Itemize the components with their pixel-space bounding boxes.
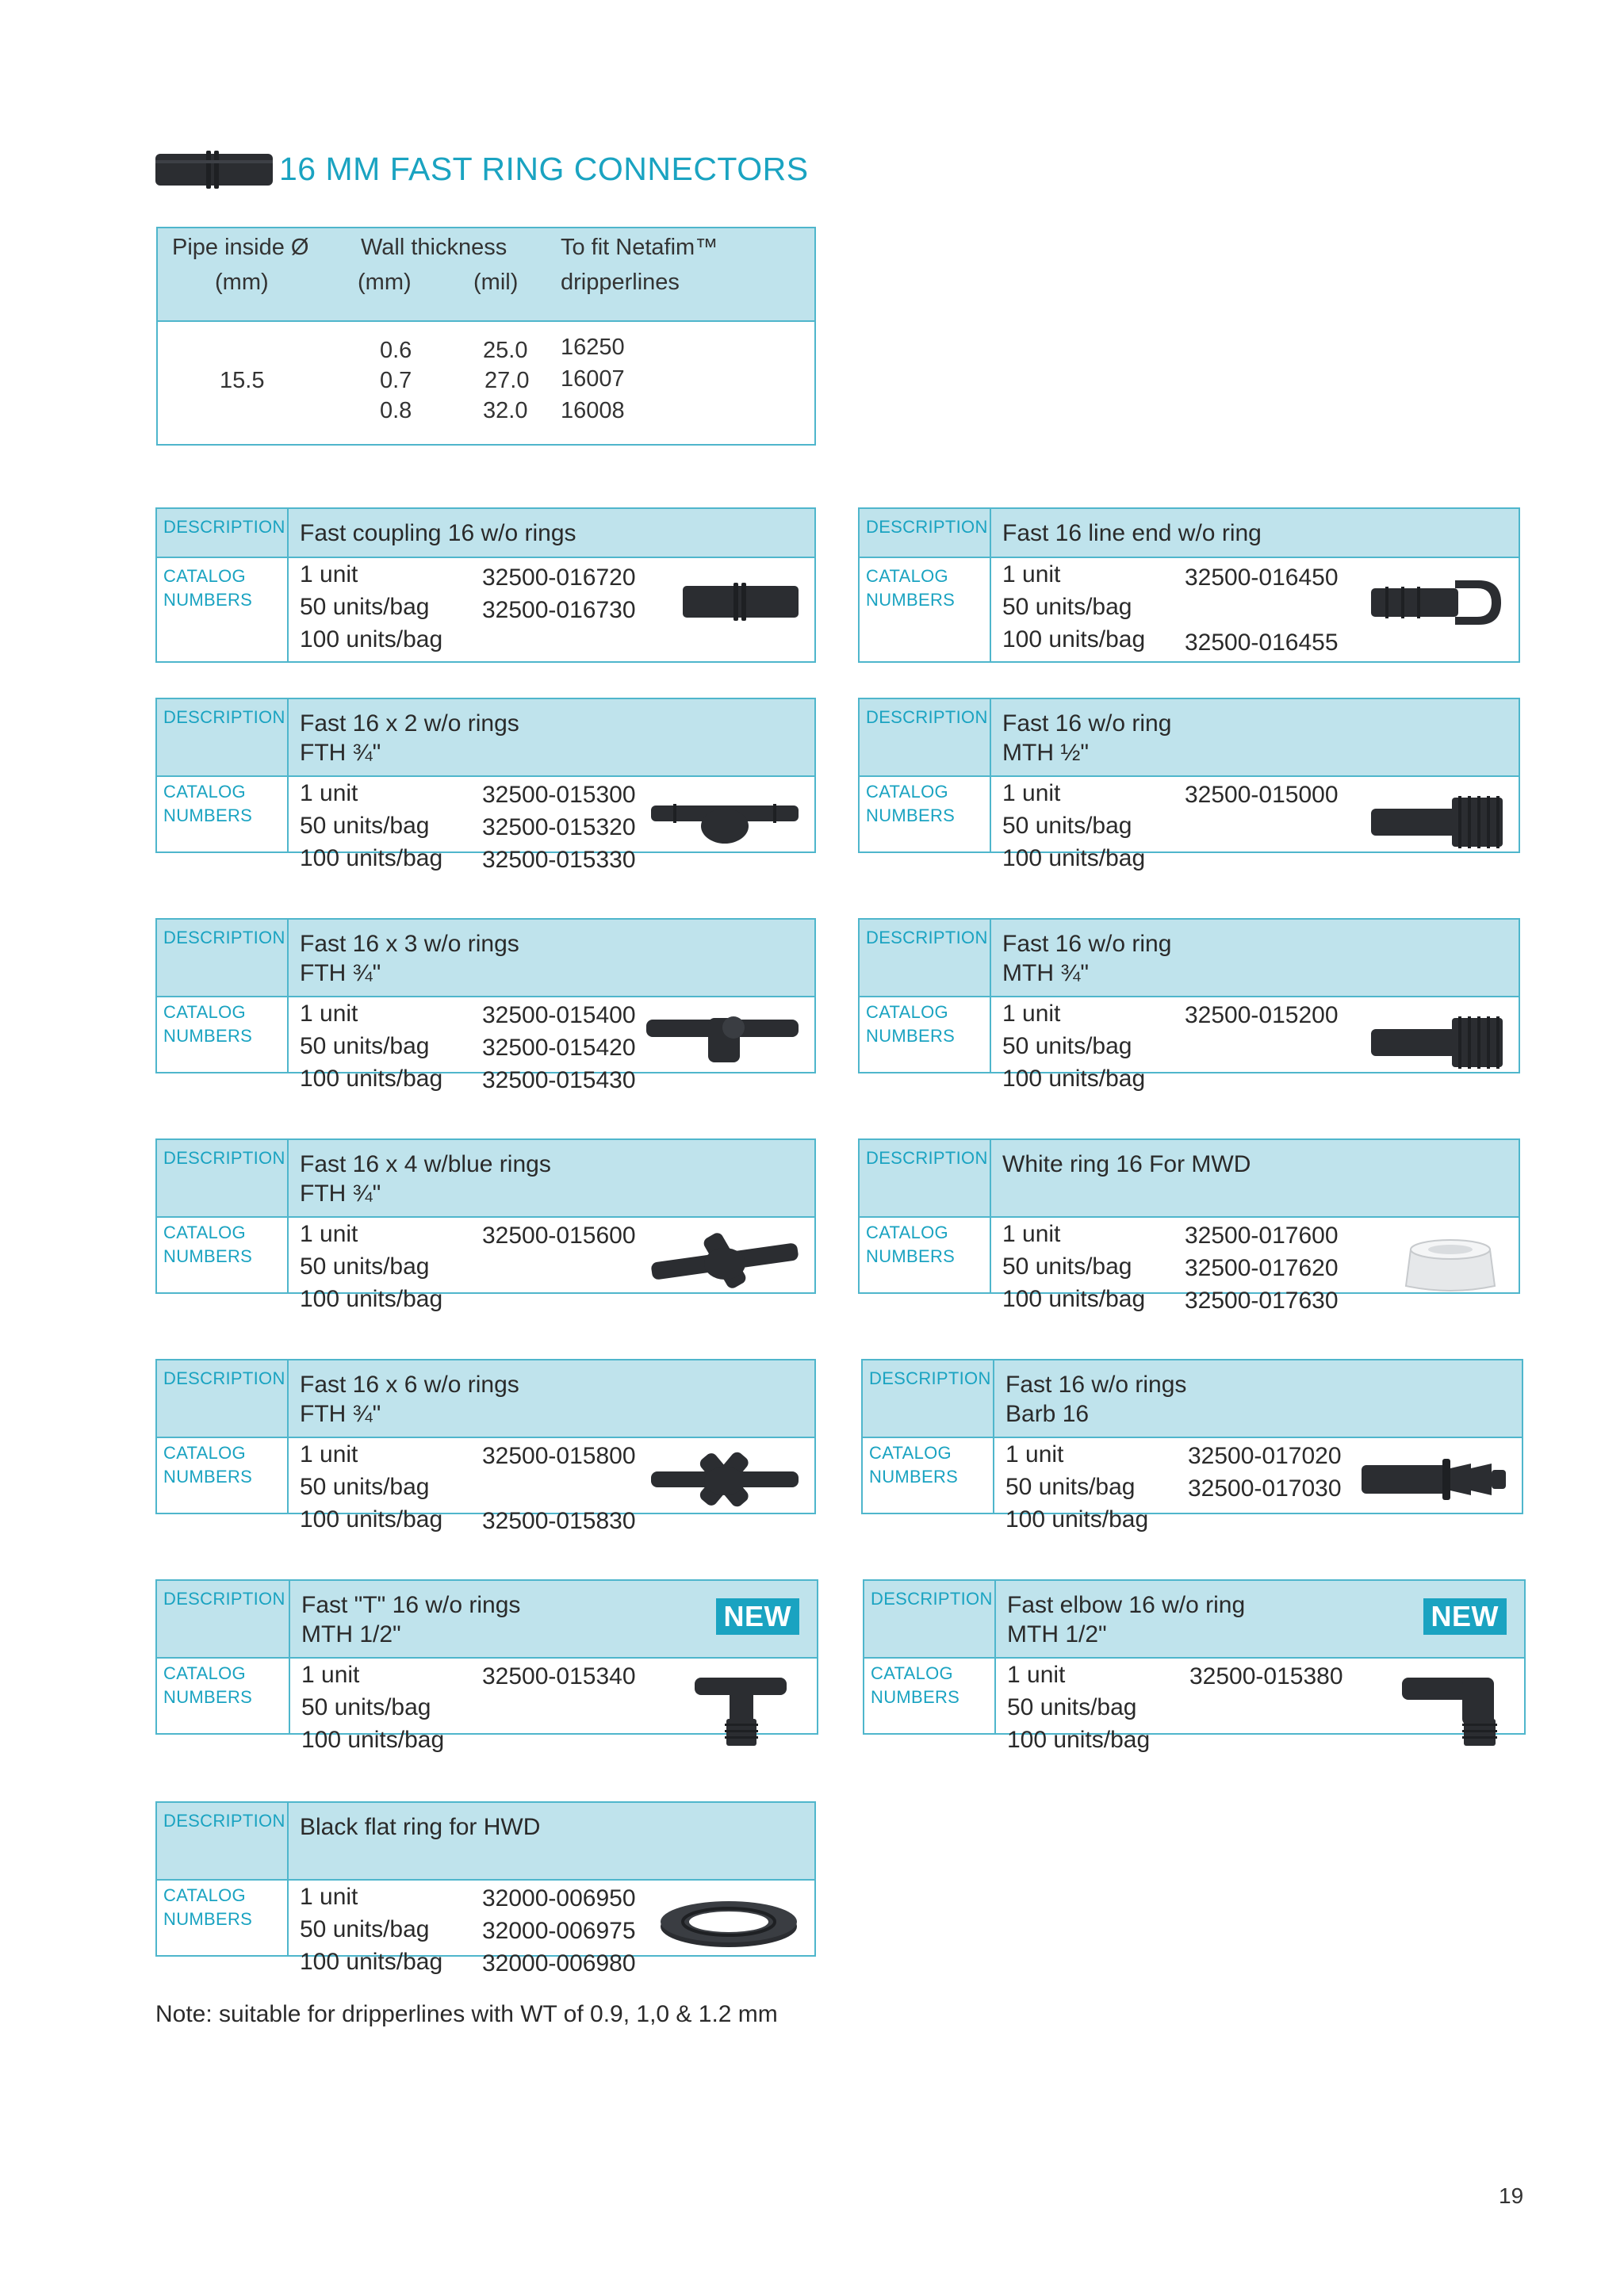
catalog-number: 32500-017020 [1188,1443,1342,1469]
qty-50: 50 units/bag [300,594,430,620]
description-label: DESCRIPTION [866,928,988,947]
spec-row-dripper: 16007 [561,366,625,392]
catalog-number: 32500-015380 [1189,1663,1343,1689]
description-label: DESCRIPTION [866,517,988,537]
catalog-number [1185,1064,1339,1096]
catalog-number: 32500-016450 [1185,564,1339,591]
catalog-number: 32500-015830 [482,1508,636,1534]
qty-100: 100 units/bag [1005,1506,1149,1533]
qty-100: 100 units/bag [300,845,443,871]
catalog-label: CATALOG NUMBERS [163,1663,253,1707]
qty-1: 1 unit [301,1662,360,1688]
qty-100: 100 units/bag [1002,1286,1146,1312]
elbow-icon [1400,1670,1503,1749]
product-description: Fast elbow 16 w/o ring MTH 1/2" [1007,1592,1246,1647]
qty-100: 100 units/bag [300,1066,443,1092]
catalog-number: 32500-015800 [482,1443,636,1469]
description-label: DESCRIPTION [163,1368,285,1388]
qty-50: 50 units/bag [301,1694,431,1720]
catalog-number: 32500-015200 [1185,1002,1339,1028]
qty-1: 1 unit [1005,1441,1064,1468]
connector-icon [155,151,273,189]
footnote: Note: suitable for dripperlines with WT of 0.9, 1,0 & 1.2 mm [155,2001,778,2027]
catalog-number: 32500-015000 [1185,782,1339,808]
product-description: Fast coupling 16 w/o rings [300,520,576,546]
spec-row-mil: 25.0 [483,338,528,363]
qty-100: 100 units/bag [1002,845,1146,871]
spec-row-dripper: 16250 [561,335,625,360]
catalog-number [1185,1031,1339,1064]
catalog-label: CATALOG NUMBERS [163,566,253,610]
product-card-fast-line-end [858,507,1520,663]
qty-1: 1 unit [300,780,358,806]
catalog-label: CATALOG NUMBERS [163,1443,253,1487]
qty-50: 50 units/bag [1002,1033,1132,1059]
catalog-number [1185,811,1339,844]
catalog-number: 32500-015330 [482,847,636,873]
spec-row-mm: 0.7 [380,368,412,393]
spec-table [156,227,816,446]
product-description: Fast 16 line end w/o ring [1002,520,1262,546]
product-card-fast-16x6 [155,1359,816,1534]
spec-col-dripper-sub: dripperlines [561,270,680,295]
catalog-number: 32500-015420 [482,1035,636,1061]
product-description: White ring 16 For MWD [1002,1151,1251,1177]
qty-50: 50 units/bag [300,1474,430,1500]
description-label: DESCRIPTION [866,1148,988,1168]
spec-row-mil: 27.0 [485,368,530,393]
catalog-label: CATALOG NUMBERS [163,1885,253,1929]
new-badge: NEW [716,1598,800,1635]
product-card-fast-16x4 [155,1138,816,1312]
qty-100: 100 units/bag [1007,1727,1151,1753]
product-card-fast-elbow-16 [863,1579,1526,1753]
cross-6-icon [649,1448,800,1511]
catalog-number: 32500-015300 [482,782,636,808]
spec-row-mil: 32.0 [483,398,528,423]
product-description: Fast 16 w/o rings Barb 16 [1005,1372,1187,1427]
catalog-number: 32500-017620 [1185,1255,1339,1281]
catalog-number: 32000-006950 [482,1885,636,1911]
qty-100: 100 units/bag [1002,1066,1146,1092]
product-card-black-flat-ring [155,1801,816,1976]
white-ring-icon [1403,1234,1498,1294]
catalog-number: 32500-016455 [1185,629,1339,656]
product-description: Fast 16 w/o ring MTH ¾" [1002,931,1172,986]
catalog-label: CATALOG NUMBERS [866,1223,956,1266]
catalog-label: CATALOG NUMBERS [869,1443,959,1487]
tee-3-icon [645,1010,800,1066]
description-label: DESCRIPTION [869,1368,991,1388]
product-description: Fast 16 w/o ring MTH ½" [1002,710,1172,766]
spec-row-dripper: 16008 [561,398,625,423]
catalog-number: 32000-006975 [482,1918,636,1944]
catalog-label: CATALOG NUMBERS [866,782,956,825]
catalog-number [482,1693,636,1725]
coupling-icon [681,582,800,622]
qty-1: 1 unit [1002,780,1061,806]
spec-col-wall-unit-mil: (mil) [473,270,519,295]
spec-col-pipe-unit: (mm) [215,270,269,295]
new-badge: NEW [1423,1598,1507,1635]
qty-1: 1 unit [300,1001,358,1027]
qty-1: 1 unit [300,1221,358,1247]
catalog-number [1188,1505,1342,1537]
qty-100: 100 units/bag [301,1727,445,1753]
qty-100: 100 units/bag [300,1949,443,1975]
catalog-number: 32500-016720 [482,564,636,591]
qty-50: 50 units/bag [1005,1474,1136,1500]
qty-50: 50 units/bag [300,1916,430,1942]
catalog-number [482,626,636,659]
catalog-number: 32500-015400 [482,1002,636,1028]
catalog-label: CATALOG NUMBERS [866,566,956,610]
catalog-number: 32500-015430 [482,1067,636,1093]
qty-1: 1 unit [300,561,358,587]
t-mth-icon [693,1670,788,1749]
product-card-fast-16x3 [155,918,816,1093]
qty-100: 100 units/bag [300,1506,443,1533]
spec-row-mm: 0.6 [380,338,412,363]
description-label: DESCRIPTION [163,707,285,727]
page-number: 19 [1499,2183,1524,2208]
spec-col-pipe-header: Pipe inside Ø [172,235,309,260]
product-card-white-ring [858,1138,1520,1314]
catalog-number: 32500-017600 [1185,1223,1339,1249]
description-label: DESCRIPTION [163,1148,285,1168]
product-description: Fast 16 x 2 w/o rings FTH ¾" [300,710,519,766]
tee-2-icon [649,794,800,845]
catalog-label: CATALOG NUMBERS [163,782,253,825]
barb-icon [1360,1457,1507,1502]
catalog-label: CATALOG NUMBERS [163,1002,253,1046]
product-card-fast-16-barb [861,1359,1523,1533]
catalog-number [482,1252,636,1284]
catalog-number: 32500-015320 [482,814,636,840]
product-description: Fast "T" 16 w/o rings MTH 1/2" [301,1592,521,1647]
male-adapter-icon [1369,793,1504,850]
qty-100: 100 units/bag [1002,626,1146,652]
qty-50: 50 units/bag [300,813,430,839]
qty-100: 100 units/bag [300,1286,443,1312]
product-description: Black flat ring for HWD [300,1814,541,1840]
catalog-label: CATALOG NUMBERS [163,1223,253,1266]
description-label: DESCRIPTION [163,517,285,537]
male-adapter-icon [1369,1013,1504,1070]
catalog-number: 32500-017630 [1185,1288,1339,1314]
qty-1: 1 unit [1002,1001,1061,1027]
description-label: DESCRIPTION [871,1589,993,1609]
product-description: Fast 16 x 6 w/o rings FTH ¾" [300,1372,519,1427]
catalog-label: CATALOG NUMBERS [866,1002,956,1046]
description-label: DESCRIPTION [163,928,285,947]
catalog-number: 32500-015600 [482,1223,636,1249]
spec-row-mm: 0.8 [380,398,412,423]
flat-ring-icon [657,1900,800,1949]
description-label: DESCRIPTION [866,707,988,727]
qty-1: 1 unit [300,1441,358,1468]
product-card-fast-coupling [155,507,816,663]
qty-1: 1 unit [1002,561,1061,587]
product-description: Fast 16 x 3 w/o rings FTH ¾" [300,931,519,986]
spec-col-dripper-header: To fit Netafim™ [561,235,718,260]
qty-50: 50 units/bag [300,1253,430,1280]
description-label: DESCRIPTION [163,1589,285,1609]
spec-pipe-diameter: 15.5 [220,368,265,393]
qty-50: 50 units/bag [300,1033,430,1059]
catalog-number [482,1725,636,1758]
product-description: Fast 16 x 4 w/blue rings FTH ¾" [300,1151,551,1207]
product-card-fast-16x2 [155,698,816,873]
product-card-fast-t-16 [155,1579,818,1753]
qty-100: 100 units/bag [300,626,443,652]
qty-50: 50 units/bag [1002,1253,1132,1280]
catalog-label: CATALOG NUMBERS [871,1663,960,1707]
qty-50: 50 units/bag [1007,1694,1137,1720]
page-title: 16 MM FAST RING CONNECTORS [279,151,809,187]
catalog-number [1185,844,1339,876]
catalog-number [482,1284,636,1317]
catalog-number [1185,594,1339,626]
product-card-fast-16-mth-3q [858,918,1520,1092]
catalog-number [1189,1725,1343,1758]
product-card-fast-16-mth-half [858,698,1520,871]
line-end-icon [1369,574,1504,631]
qty-50: 50 units/bag [1002,813,1132,839]
qty-1: 1 unit [300,1884,358,1910]
catalog-number: 32000-006980 [482,1950,636,1976]
qty-1: 1 unit [1007,1662,1066,1688]
cross-4-icon [649,1229,800,1292]
catalog-number: 32500-015340 [482,1663,636,1689]
description-label: DESCRIPTION [163,1811,285,1831]
catalog-number: 32500-016730 [482,597,636,623]
catalog-number [1189,1693,1343,1725]
catalog-number: 32500-017030 [1188,1475,1342,1502]
spec-col-wall-unit-mm: (mm) [358,270,412,295]
spec-col-wall-header: Wall thickness [361,235,508,260]
qty-1: 1 unit [1002,1221,1061,1247]
qty-50: 50 units/bag [1002,594,1132,620]
catalog-number [482,1472,636,1505]
